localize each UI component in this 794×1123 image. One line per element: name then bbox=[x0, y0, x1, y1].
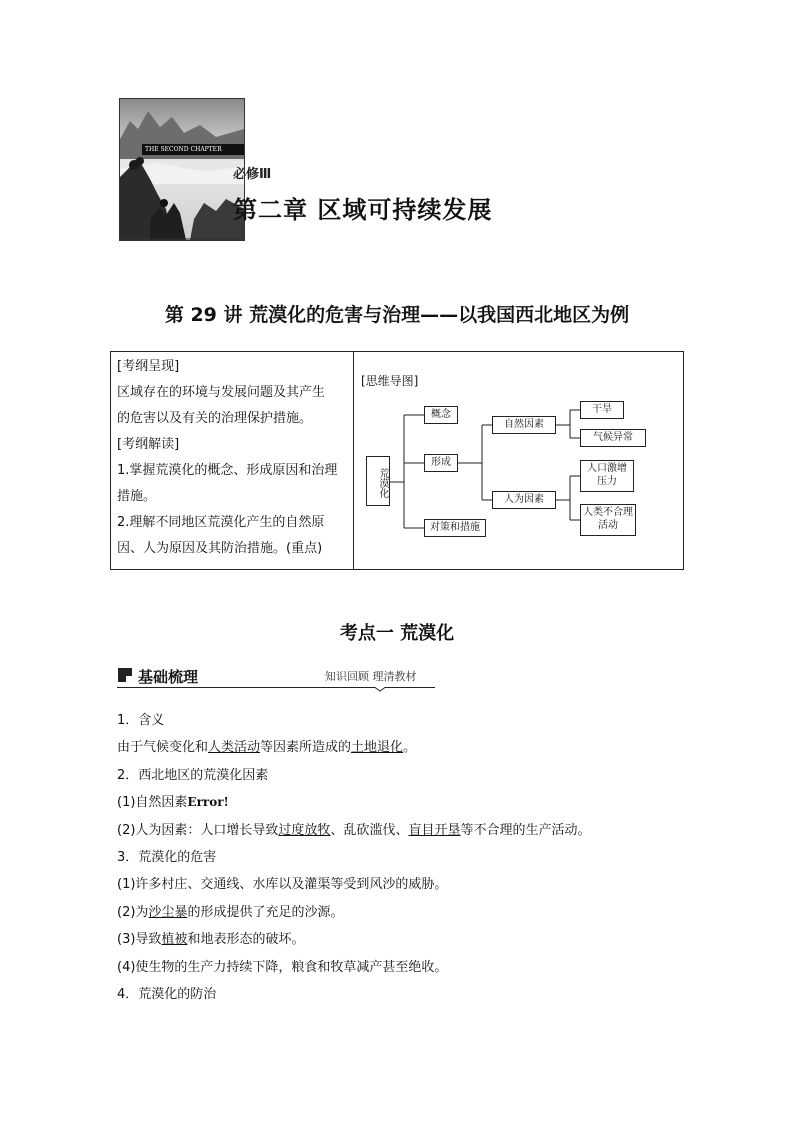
mind-map-connectors bbox=[354, 352, 684, 569]
chapter-cover-image bbox=[119, 98, 245, 241]
heading-factors: 2．西北地区的荒漠化因素 bbox=[117, 767, 269, 783]
basics-title: 基础梳理 bbox=[138, 668, 199, 686]
heading-prevention: 4．荒漠化的防治 bbox=[117, 986, 217, 1002]
harm-line: (3)导致植被和地表形态的破坏。 bbox=[117, 932, 305, 948]
syllabus-line: 的危害以及有关的治理保护措施。 bbox=[117, 411, 313, 426]
syllabus-line: 1.掌握荒漠化的概念、形成原因和治理 bbox=[117, 463, 338, 478]
content-body bbox=[117, 707, 697, 1008]
syllabus-heading: [考纲呈现] bbox=[117, 359, 180, 374]
blank-answer: 土地退化 bbox=[351, 740, 404, 756]
mind-map-concept: 概念 bbox=[424, 406, 458, 424]
chapter-english-band: THE SECOND CHAPTER bbox=[142, 144, 244, 155]
lecture-title: 第 29 讲 荒漠化的危害与治理——以我国西北地区为例 bbox=[164, 304, 630, 326]
blank-answer: 人类活动 bbox=[208, 740, 261, 756]
syllabus-column bbox=[111, 352, 354, 569]
basics-header bbox=[117, 666, 435, 690]
heading-definition: 1．含义 bbox=[117, 713, 165, 728]
mind-map-drought: 干旱 bbox=[580, 401, 624, 419]
blank-answer: 沙尘暴 bbox=[148, 904, 188, 920]
mind-map-label: [思维导图] bbox=[361, 374, 419, 388]
basics-rule bbox=[117, 686, 435, 692]
book-label: 必修Ⅲ bbox=[233, 167, 272, 182]
mind-map-unreasonable-activities: 人类不合理活动 bbox=[580, 504, 636, 536]
section-title: 考点一 荒漠化 bbox=[339, 623, 455, 644]
mountain-landscape-illustration bbox=[120, 99, 244, 240]
syllabus-line: 区域存在的环境与发展问题及其产生 bbox=[117, 385, 326, 400]
mind-map-column bbox=[354, 352, 683, 569]
chapter-title: 第二章 区域可持续发展 bbox=[233, 196, 493, 224]
harm-line: (4)使生物的生产力持续下降，粮食和牧草减产甚至绝收。 bbox=[117, 959, 448, 975]
syllabus-line: 措施。 bbox=[117, 489, 157, 504]
harm-line: (1)许多村庄、交通线、水库以及灌渠等受到风沙的威胁。 bbox=[117, 877, 448, 893]
mind-map-formation: 形成 bbox=[424, 454, 458, 472]
syllabus-heading: [考纲解读] bbox=[117, 437, 180, 452]
syllabus-line: 2.理解不同地区荒漠化产生的自然原 bbox=[117, 515, 325, 530]
error-text: Error! bbox=[187, 795, 229, 810]
blank-answer: 过度放牧 bbox=[278, 822, 331, 838]
blank-answer: 植被 bbox=[161, 932, 188, 948]
harm-line: (2)为沙尘暴的形成提供了充足的沙源。 bbox=[117, 904, 344, 920]
definition-line: 由于气候变化和人类活动等因素所造成的土地退化。 bbox=[117, 740, 417, 756]
mind-map-human-factors: 人为因素 bbox=[492, 491, 556, 509]
chapter-card-rule bbox=[119, 238, 245, 240]
heading-harms: 3．荒漠化的危害 bbox=[117, 849, 217, 865]
human-factor-line: (2)人为因素：人口增长导致过度放牧、乱砍滥伐、盲目开垦等不合理的生产活动。 bbox=[117, 822, 591, 838]
mind-map-natural-factors: 自然因素 bbox=[492, 416, 556, 434]
outline-table bbox=[110, 351, 684, 570]
mind-map-root: 荒漠化 bbox=[366, 456, 390, 506]
mind-map-measures: 对策和措施 bbox=[424, 519, 486, 537]
mind-map-population-pressure: 人口激增压力 bbox=[580, 460, 634, 492]
syllabus-line: 因、人为原因及其防治措施。(重点) bbox=[117, 541, 323, 556]
square-icon bbox=[118, 668, 132, 682]
blank-answer: 盲目开垦 bbox=[408, 822, 461, 838]
basics-subtitle: 知识回顾 理清教材 bbox=[325, 670, 417, 683]
mind-map-climate-anomaly: 气候异常 bbox=[580, 429, 646, 447]
natural-factor-line: (1)自然因素Error! bbox=[117, 795, 229, 811]
